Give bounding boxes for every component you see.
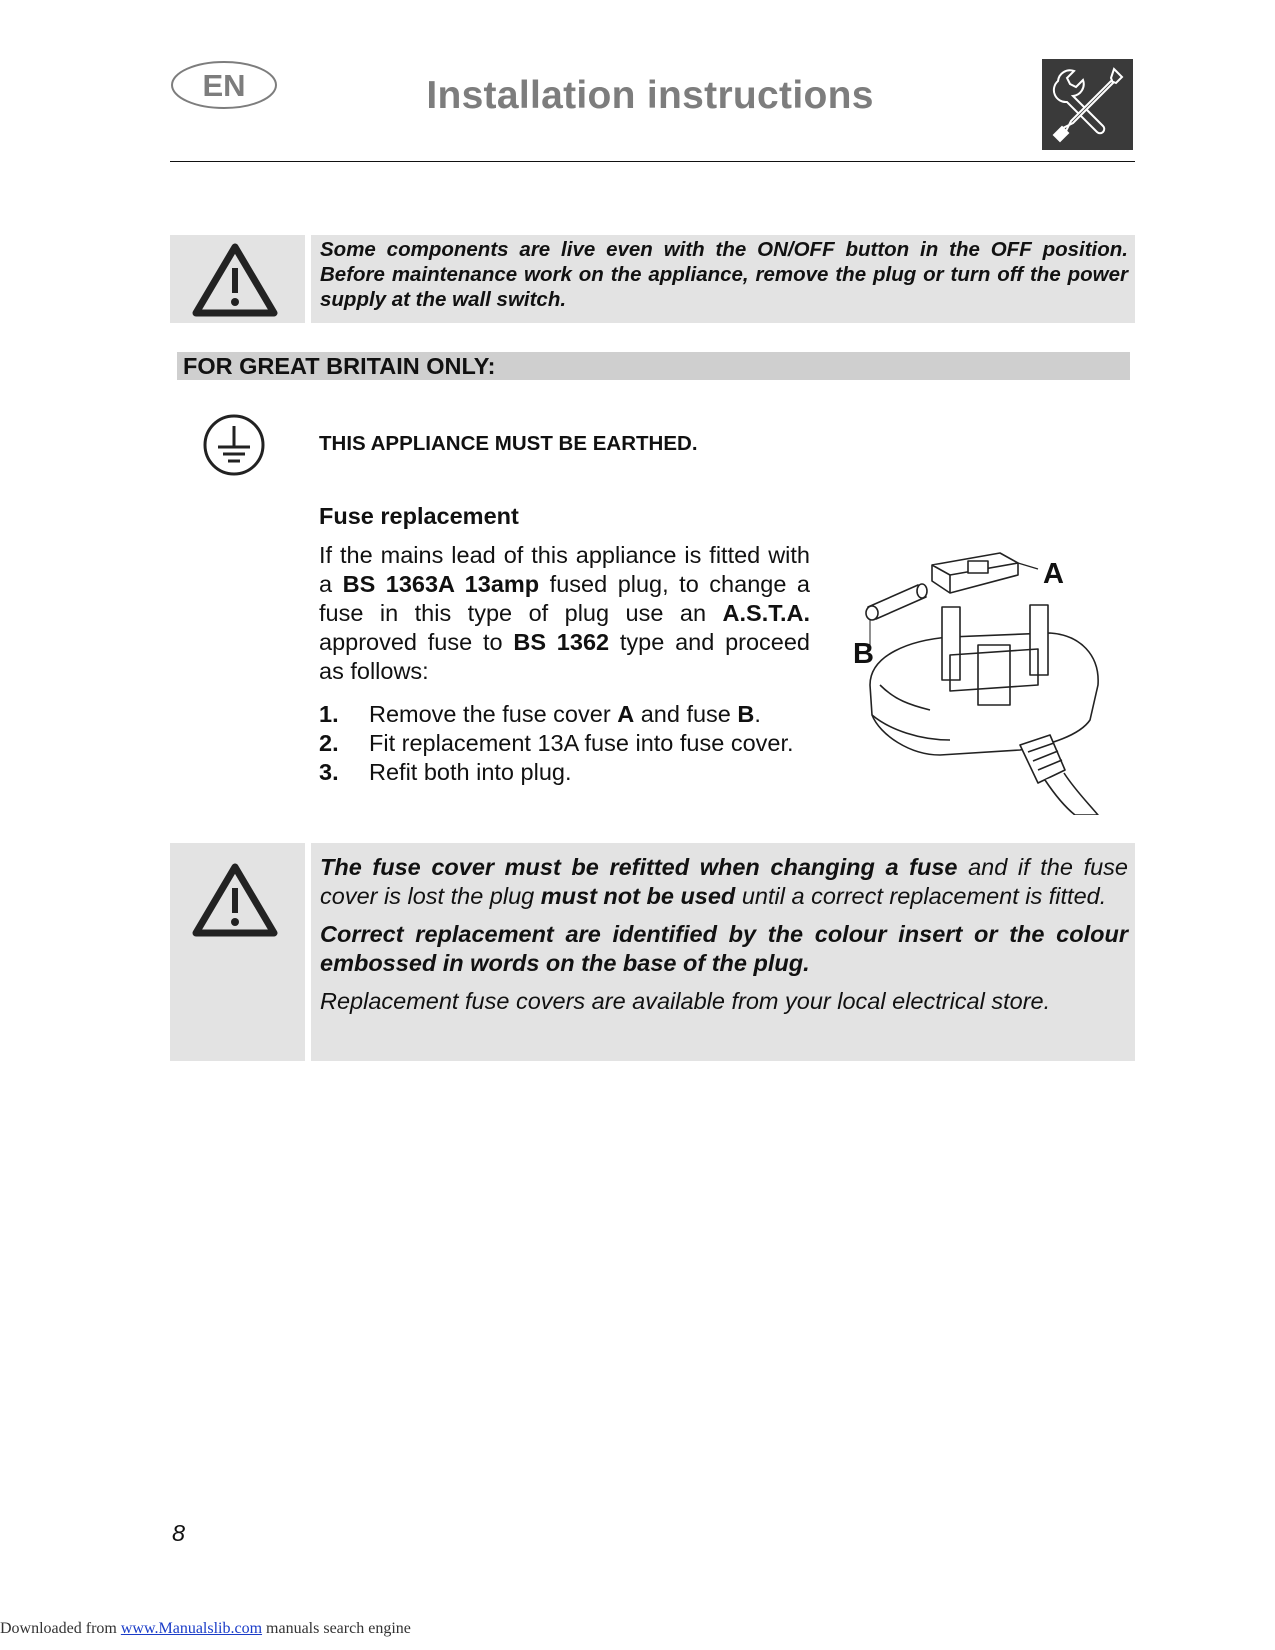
language-badge-text: EN <box>202 68 246 103</box>
earth-ground-icon <box>201 412 267 478</box>
page-number: 8 <box>172 1520 186 1546</box>
fuse-heading: Fuse replacement <box>319 503 519 529</box>
label-a: A <box>1043 558 1064 590</box>
fuse-warning-paragraph: The fuse cover must be refitted when changing a fuse and if the fuse cover is lost the plug must not be used until a correct replacement is fitted. <box>320 854 1128 909</box>
warning-message: Some components are live even with the ON/OFF button in the OFF position. Before maintenance work on the appliance, remove the plug or turn off the power supply at the wall switch. <box>320 238 1128 311</box>
uk-plug-diagram <box>850 545 1135 815</box>
footer: Downloaded from www.Manualslib.com manuals search engine <box>0 1620 411 1637</box>
fuse-intro: If the mains lead of this appliance is fitted with a BS 1363A 13amp fused plug, to change a fuse in this type of plug use an A.S.T.A. approved fuse to BS 1362 type and proceed as follows: <box>319 542 811 684</box>
list-item: 1. Remove the fuse cover A and fuse B. <box>319 701 761 727</box>
manualslib-link[interactable]: www.Manualslib.com <box>120 1620 263 1637</box>
list-item: 2. Fit replacement 13A fuse into fuse cover. <box>319 730 794 756</box>
fuse-warning-box <box>311 843 1135 1061</box>
page-title: Installation instructions <box>426 74 874 117</box>
list-item: 3. Refit both into plug. <box>319 759 572 785</box>
label-b: B <box>853 638 874 670</box>
warning-triangle-icon <box>170 235 305 323</box>
language-badge <box>170 60 278 110</box>
section-heading: FOR GREAT BRITAIN ONLY: <box>177 352 1130 380</box>
warning-triangle-icon <box>170 843 305 1061</box>
header-divider <box>170 161 1135 162</box>
fuse-identification-paragraph: Correct replacement are identified by the colour insert or the colour embossed in words on the base of the plug. <box>320 921 1128 976</box>
fuse-availability-paragraph: Replacement fuse covers are available from your local electrical store. <box>320 988 1051 1014</box>
earth-notice: THIS APPLIANCE MUST BE EARTHED. <box>319 432 698 455</box>
fuse-steps-list <box>319 700 810 787</box>
warning-message-box <box>311 235 1135 323</box>
wrench-screwdriver-icon <box>1042 59 1133 150</box>
